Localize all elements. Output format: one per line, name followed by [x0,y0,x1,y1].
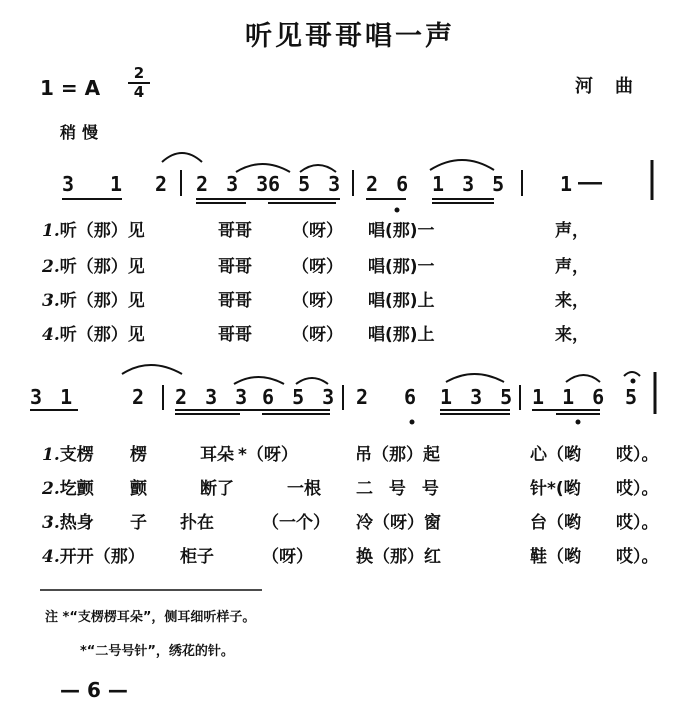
note-s2-9: 5 [625,385,641,409]
lyric: 来， [555,325,589,345]
lyric: *（呀） [238,445,298,465]
lyric: 听（那）见 [59,221,145,241]
note-s2-7: 1 3 5 [440,385,516,409]
verse-number: 4. [42,325,60,345]
meter-top: 2 [133,64,145,82]
lyric: 热身 [59,513,94,533]
lyric: 哥哥 [218,221,252,241]
lyric: 唱(那)上 [368,291,435,311]
lyric: 耳朵 [200,445,234,465]
verse-number: 1. [42,221,60,241]
lyric: 哥哥 [218,257,252,277]
verse-s2-1 [42,440,94,465]
lyric: 台（哟 [530,513,581,533]
song-title: 听见哥哥唱一声 [245,21,455,52]
lyric: 心（哟 [530,445,581,465]
note-s1-8: 1 [560,172,576,196]
lyric: 冷（呀）窗 [356,513,441,533]
lyric: 哎）。 [616,479,659,499]
footnote-1: 注 *“支楞楞耳朵”，侧耳细听样子。 [45,610,256,625]
lyric: （呀） [292,325,343,345]
lyric: 听（那）见 [59,257,145,277]
lyric: （呀） [262,547,313,567]
note-s1-4: 2 3 3 [196,172,272,196]
note-s1-2: 1 [110,172,126,196]
lyric: （呀） [292,291,343,311]
lyric: 哥哥 [218,325,252,345]
lyric: 来， [555,291,589,311]
key-signature: 1 = A [40,76,101,100]
lyric: 颤 [130,479,147,499]
lyric: 断了 [200,479,234,499]
lyric: 扑在 [180,513,214,533]
verse-s2-4 [42,542,145,567]
lyric: （呀） [292,257,343,277]
verse-number: 4. [42,547,60,567]
lyric: 柜子 [180,547,214,567]
verse-s1-4 [42,320,145,345]
note-s1-1: 3 [62,172,78,196]
lyric: 一根 [287,479,321,499]
lyric: 吊（那）起 [355,445,440,465]
lyric: 针*(哟 [530,479,581,499]
verse-s1-3 [42,286,145,311]
verse-number: 3. [42,291,60,311]
lyric: （一个） [262,513,330,533]
note-s2-2: 2 [132,385,148,409]
note-s2-3: 2 3 3 [175,385,251,409]
lyric: 声， [555,221,589,241]
note-s1-6: 2 6 [366,172,412,196]
lyric: （呀） [292,221,343,241]
note-s2-6: 6 [404,385,420,409]
verse-number: 1. [42,445,60,465]
note-s2-4: 6 5 3 [262,385,338,409]
lyric: 哎）。 [616,547,659,567]
lyric: 哎）。 [616,513,659,533]
verse-number: 3. [42,513,60,533]
verse-s1-2 [42,252,145,277]
note-s2-1: 3 1 [30,385,76,409]
lyric: 唱(那)一 [368,221,435,241]
note-s1-7: 1 3 5 [432,172,508,196]
lyric: 哎）。 [616,445,659,465]
meter-bottom: 4 [133,83,145,101]
note-s1-5: 6 5 3 [268,172,344,196]
note-s2-8: 1 1 6 [532,385,608,409]
lyric: 唱(那)上 [368,325,435,345]
lyric: 鞋（哟 [530,547,581,567]
lyric: 听（那）见 [59,325,145,345]
verse-s2-3 [42,508,94,533]
footnote-2: *“二号号针”，绣花的针。 [80,644,234,659]
lyric: 听（那）见 [59,291,145,311]
lyric: 声， [555,257,589,277]
note-s2-5: 2 [356,385,372,409]
lyric: 唱(那)一 [368,257,435,277]
song-source: 河曲 [575,76,655,97]
verse-s1-1 [42,216,145,241]
tempo-marking: 稍慢 [60,123,105,142]
lyric: 开开（那） [59,547,145,567]
lyric: 子 [130,513,147,533]
lyric: 圪颤 [59,479,94,499]
verse-s2-2 [42,474,94,499]
lyric: 支楞 [59,445,94,465]
note-s1-3: 2 [155,172,171,196]
lyric: 楞 [130,445,147,465]
verse-number: 2. [42,479,60,499]
lyric: 二 号 号 [356,479,439,499]
note-s1-dash: —— [578,170,603,194]
lyric: 哥哥 [218,291,252,311]
page-number: — 6 — [60,678,128,702]
lyric: 换（那）红 [356,547,441,567]
verse-number: 2. [42,257,60,277]
